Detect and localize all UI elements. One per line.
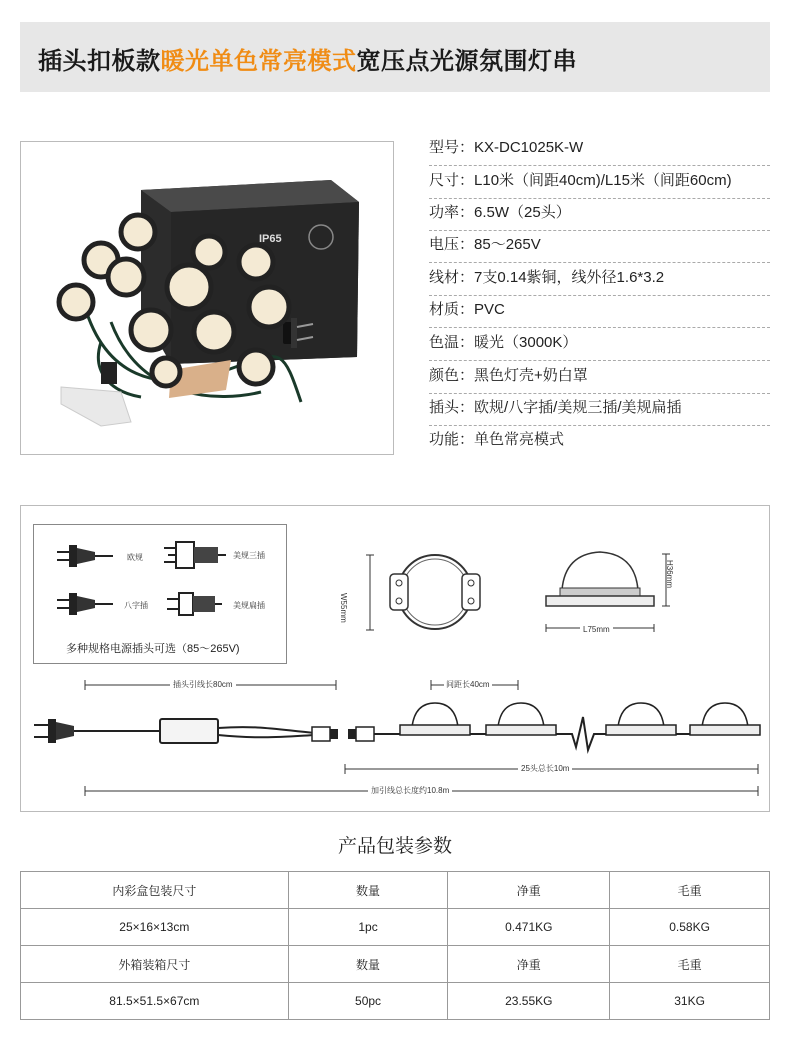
spec-label: 色温： bbox=[429, 334, 475, 351]
figure8-plug-label: 八字插 bbox=[124, 601, 148, 610]
spec-value: PVC bbox=[474, 301, 505, 318]
table-row bbox=[21, 872, 770, 909]
spec-row bbox=[429, 133, 770, 166]
spec-row bbox=[429, 198, 770, 231]
table-cell: 净重 bbox=[448, 946, 610, 983]
spacing-label: 间距长40cm bbox=[446, 680, 490, 689]
length-dimension: L75mm bbox=[580, 625, 613, 634]
title-highlight: 暖光单色常亮模式 bbox=[160, 48, 357, 75]
spec-row bbox=[429, 425, 770, 458]
table-cell: 内彩盒包装尺寸 bbox=[21, 872, 289, 909]
table-cell: 数量 bbox=[288, 946, 448, 983]
spec-value: 黑色灯壳+奶白罩 bbox=[474, 367, 588, 384]
spec-row bbox=[429, 263, 770, 296]
table-cell: 50pc bbox=[288, 983, 448, 1020]
title-suffix: 宽压点光源氛围灯串 bbox=[356, 48, 577, 75]
table-cell: 0.471KG bbox=[448, 909, 610, 946]
packaging-title: 产品包装参数 bbox=[337, 836, 452, 857]
spec-label: 插头： bbox=[429, 399, 475, 416]
spec-label: 型号： bbox=[429, 139, 475, 156]
product-photo bbox=[20, 141, 394, 455]
spec-value: 85～265V bbox=[474, 236, 541, 253]
width-dimension: W55mm bbox=[339, 593, 348, 623]
spec-row bbox=[429, 393, 770, 426]
table-cell: 毛重 bbox=[610, 946, 770, 983]
table-cell: 31KG bbox=[610, 983, 770, 1020]
spec-value: 欧规/八字插/美规三插/美规扁插 bbox=[474, 399, 682, 416]
bulb-top-view bbox=[360, 545, 510, 640]
spec-label: 功能： bbox=[429, 431, 475, 448]
packaging-table bbox=[20, 871, 770, 1020]
spec-row bbox=[429, 166, 770, 199]
spec-label: 功率： bbox=[429, 204, 475, 221]
spec-row bbox=[429, 295, 770, 328]
us-three-plug-icon bbox=[162, 538, 228, 572]
spec-label: 电压： bbox=[429, 236, 475, 253]
plug-lead-label: 插头引线长80cm bbox=[170, 679, 236, 690]
spec-label: 线材： bbox=[429, 269, 475, 286]
spec-label: 材质： bbox=[429, 301, 475, 318]
figure8-plug-icon bbox=[55, 588, 115, 620]
table-cell: 数量 bbox=[288, 872, 448, 909]
table-cell: 毛重 bbox=[610, 872, 770, 909]
spec-row bbox=[429, 361, 770, 394]
spec-value: 6.5W（25头） bbox=[474, 204, 571, 221]
bulb-side-view bbox=[540, 548, 680, 633]
eu-plug-label: 欧规 bbox=[127, 553, 143, 562]
eu-plug-icon bbox=[55, 540, 115, 572]
string-light-diagram bbox=[30, 695, 765, 760]
spec-row bbox=[429, 230, 770, 263]
spec-label: 尺寸： bbox=[429, 172, 475, 189]
table-row bbox=[21, 946, 770, 983]
total-length-label: 加引线总长度约10.8m bbox=[368, 785, 452, 796]
us-flat-plug-label: 美规扁插 bbox=[233, 601, 265, 610]
page-title bbox=[38, 41, 577, 76]
box-label: IP65 bbox=[259, 233, 282, 245]
height-dimension: H36mm bbox=[665, 560, 674, 589]
table-row bbox=[21, 909, 770, 946]
table-cell: 23.55KG bbox=[448, 983, 610, 1020]
table-row bbox=[21, 983, 770, 1020]
table-cell: 净重 bbox=[448, 872, 610, 909]
table-cell: 25×16×13cm bbox=[21, 909, 289, 946]
us-three-plug-label: 美规三插 bbox=[233, 551, 265, 560]
title-prefix: 插头扣板款 bbox=[38, 48, 161, 75]
plug-options-note: 多种规格电源插头可选（85～265V) bbox=[66, 643, 240, 655]
table-cell: 81.5×51.5×67cm bbox=[21, 983, 289, 1020]
spec-value: 单色常亮模式 bbox=[474, 431, 565, 448]
spec-value: 暖光（3000K） bbox=[474, 334, 578, 351]
us-flat-plug-icon bbox=[165, 588, 223, 620]
spec-value: 7支0.14紫铜，线外径1.6*3.2 bbox=[474, 269, 665, 286]
table-cell: 外箱装箱尺寸 bbox=[21, 946, 289, 983]
spec-row bbox=[429, 328, 770, 361]
product-illustration bbox=[21, 142, 393, 454]
table-cell: 0.58KG bbox=[610, 909, 770, 946]
heads-total-label: 25头总长10m bbox=[518, 763, 572, 774]
spec-value: L10米（间距40cm)/L15米（间距60cm) bbox=[474, 172, 732, 189]
spec-value: KX-DC1025K-W bbox=[474, 139, 584, 156]
spec-label: 颜色： bbox=[429, 367, 475, 384]
table-cell: 1pc bbox=[288, 909, 448, 946]
